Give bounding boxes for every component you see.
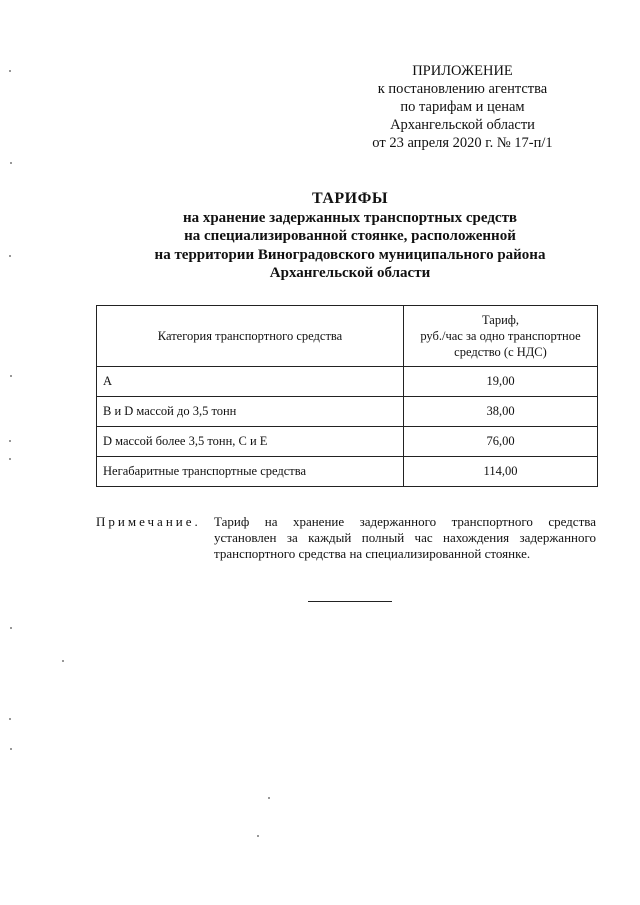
row-tariff: 19,00 (404, 367, 598, 397)
row-category: Негабаритные транспортные средства (97, 457, 404, 487)
scan-speck (9, 255, 11, 257)
tariff-table (96, 305, 598, 487)
appendix-date: от 23 апреля 2020 г. № 17-п/1 (372, 135, 553, 151)
header-category: Категория транспортного средства (97, 306, 404, 367)
row-category: В и D массой до 3,5 тонн (97, 397, 404, 427)
scan-speck (9, 718, 11, 720)
scan-speck (62, 660, 64, 662)
header-tariff-line: руб./час за одно транспортное (420, 329, 581, 343)
table-header-row (97, 306, 598, 367)
table-row (97, 367, 598, 397)
note-label: Примечание. (96, 514, 201, 529)
scan-speck (9, 70, 11, 72)
appendix-title: ПРИЛОЖЕНИЕ (412, 63, 513, 79)
title-main: ТАРИФЫ (311, 190, 389, 207)
header-tariff (404, 306, 598, 367)
note-text: Тариф на хранение задержанного транспортного средства установлен за каждый полный час нахождения задержанного транспортного средства на специализированной стоянке. (214, 514, 596, 561)
row-category: D массой более 3,5 тонн, С и Е (97, 427, 404, 457)
scan-speck (268, 797, 270, 799)
table-row (97, 457, 598, 487)
appendix-line: к постановлению агентства (377, 81, 548, 97)
scan-speck (10, 627, 12, 629)
title-subline: на территории Виноградовского муниципального района (154, 246, 546, 263)
row-tariff: 76,00 (404, 427, 598, 457)
row-category: А (97, 367, 404, 397)
scan-speck (9, 440, 11, 442)
row-tariff: 38,00 (404, 397, 598, 427)
scan-speck (10, 748, 12, 750)
header-tariff-line: средство (с НДС) (454, 345, 547, 359)
scan-speck (10, 162, 12, 164)
appendix-line: Архангельской области (390, 117, 535, 133)
row-tariff: 114,00 (404, 457, 598, 487)
scan-speck (9, 458, 11, 460)
scan-speck (10, 375, 12, 377)
document-title (60, 190, 640, 283)
title-subline: на специализированной стоянке, расположенной (184, 228, 516, 244)
appendix-header (330, 62, 595, 152)
appendix-line: по тарифам и ценам (400, 99, 525, 115)
title-subline: на хранение задержанных транспортных средств (182, 209, 518, 226)
header-tariff-line: Тариф, (481, 313, 520, 327)
title-subline: Архангельской области (269, 265, 431, 281)
scan-speck (257, 835, 259, 837)
table-row (97, 397, 598, 427)
closing-rule (308, 601, 392, 602)
table-row (97, 427, 598, 457)
